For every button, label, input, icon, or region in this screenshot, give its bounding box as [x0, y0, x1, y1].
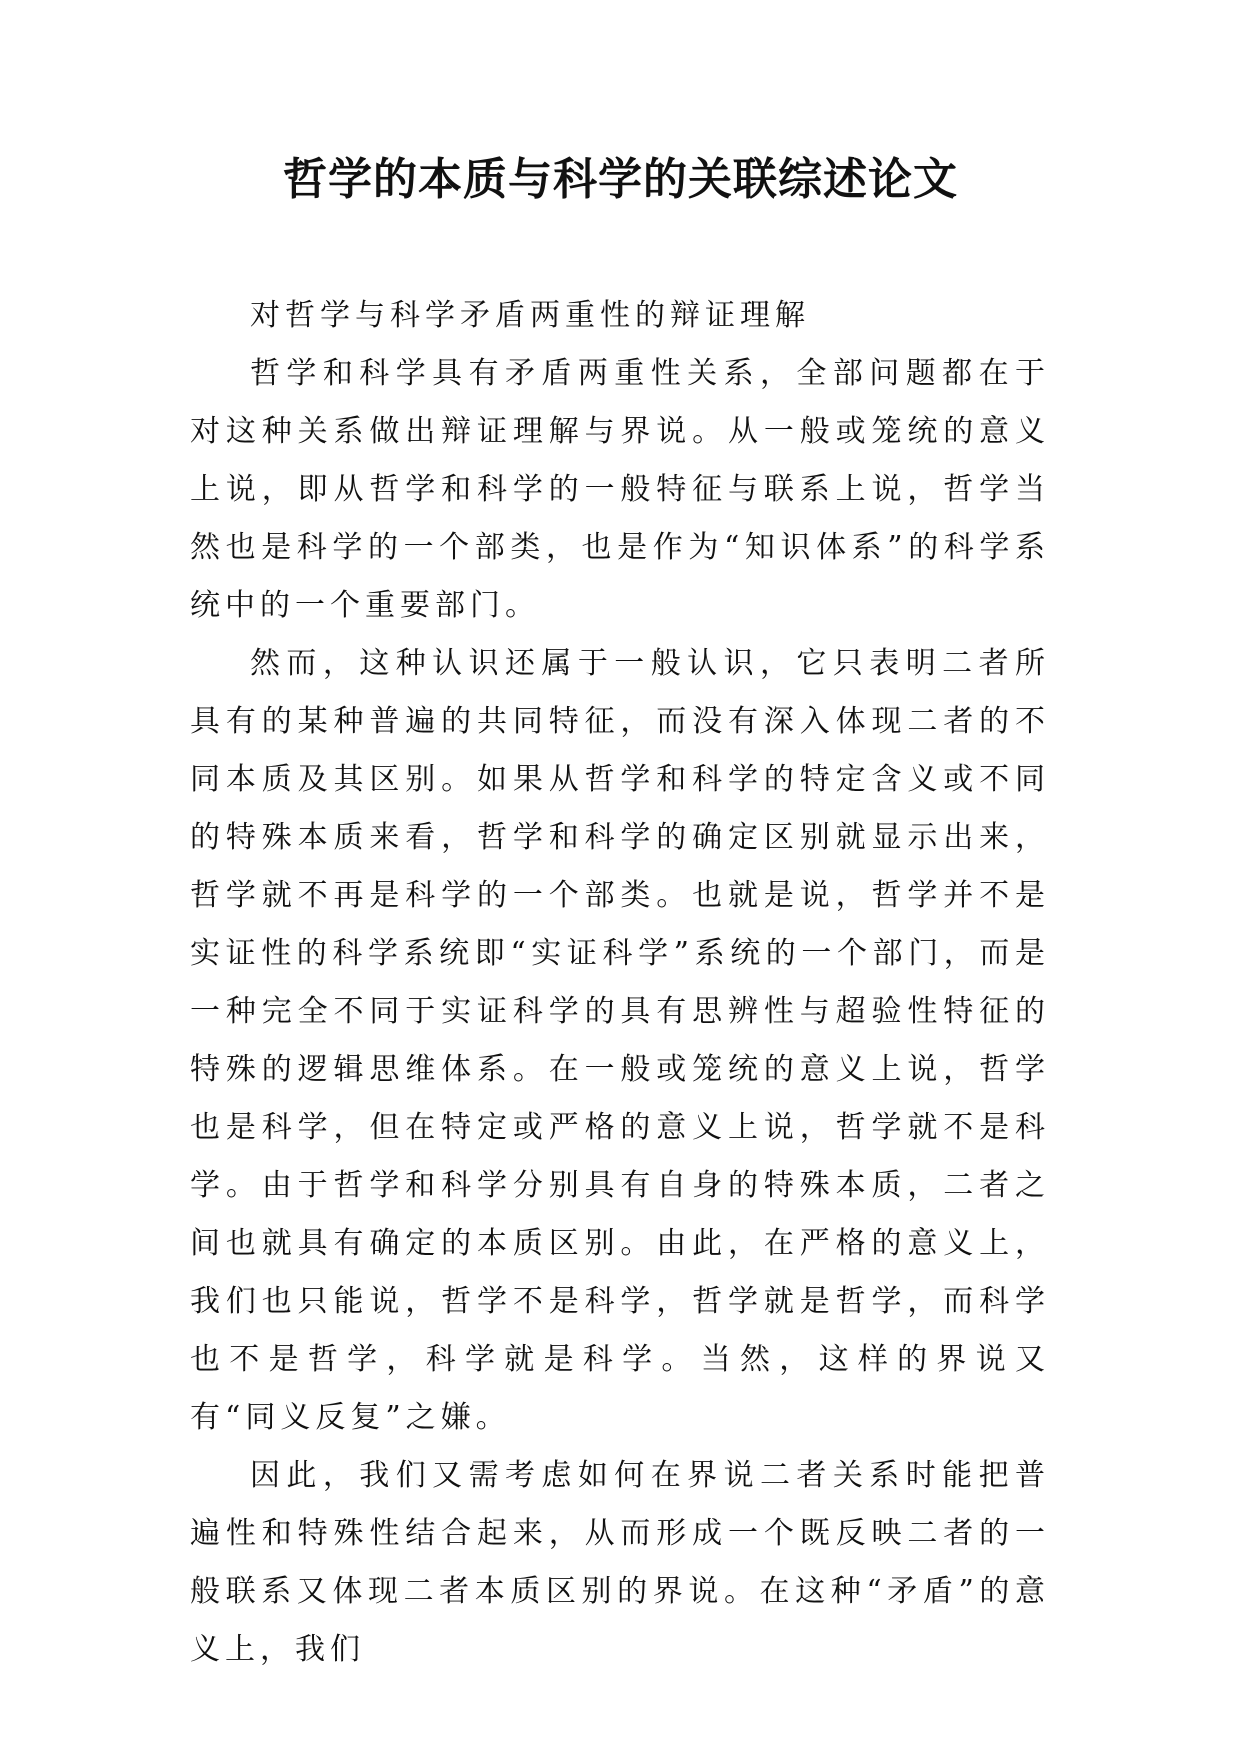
paragraph: 因此，我们又需考虑如何在界说二者关系时能把普遍性和特殊性结合起来，从而形成一个既反映二者的一般联系又体现二者本质区别的界说。在这种“矛盾”的意义上，我们 [190, 1458, 1050, 1667]
document-body [190, 287, 1050, 1679]
paragraph: 哲学和科学具有矛盾两重性关系，全部问题都在于对这种关系做出辩证理解与界说。从一般或笼统的意义上说，即从哲学和科学的一般特征与联系上说，哲学当然也是科学的一个部类，也是作为“知识体系”的科学系统中的一个重要部门。 [190, 356, 1050, 623]
document-title: 哲学的本质与科学的关联综述论文 [283, 154, 958, 205]
paragraph-subheading: 对哲学与科学矛盾两重性的辩证理解 [250, 298, 810, 333]
paragraph: 然而，这种认识还属于一般认识，它只表明二者所具有的某种普遍的共同特征，而没有深入体现二者的不同本质及其区别。如果从哲学和科学的特定含义或不同的特殊本质来看，哲学和科学的确定区别就显示出来，哲学就不再是科学的一个部类。也就是说，哲学并不是实证性的科学系统即“实证科学”系统的一个部门，而是一种完全不同于实证科学的具有思辨性与超验性特征的特殊的逻辑思维体系。在一般或笼统的意义上说，哲学也是科学，但在特定或严格的意义上说，哲学就不是科学。由于哲学和科学分别具有自身的特殊本质，二者之间也就具有确定的本质区别。由此，在严格的意义上，我们也只能说，哲学不是科学，哲学就是哲学，而科学也不是哲学，科学就是科学。当然，这样的界说又有“同义反复”之嫌。 [190, 646, 1050, 1435]
